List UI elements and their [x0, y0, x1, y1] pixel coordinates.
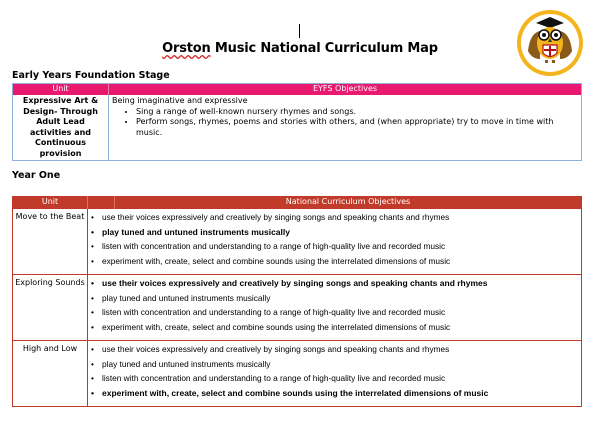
objective-item: • listen with concentration and understanding to a range of high-quality live and recorded music: [88, 239, 581, 254]
objective-item: • experiment with, create, select and combine sounds using the interrelated dimensions of music: [88, 254, 581, 269]
page-title: [0, 41, 600, 56]
unit-objectives: [88, 341, 582, 407]
eyfs-intro: Being imaginative and expressive: [112, 96, 248, 105]
year-one-unit-row: [13, 275, 582, 341]
objective-item: • play tuned and untuned instruments musically: [88, 291, 581, 306]
eyfs-col-objectives: EYFS Objectives: [109, 84, 582, 96]
objective-item: • play tuned and untuned instruments musically: [88, 225, 581, 240]
title-rest: Music National Curriculum Map: [210, 41, 438, 56]
eyfs-bullet-list: [112, 107, 578, 139]
eyfs-bullet: • Perform songs, rhymes, poems and stories with others, and (when appropriate) try to move in time with music.: [136, 117, 578, 138]
objective-item: • use their voices expressively and creatively by singing songs and speaking chants and rhymes: [88, 342, 581, 357]
year-one-table: [12, 196, 582, 407]
eyfs-objectives: [109, 95, 582, 161]
text-cursor: [299, 24, 300, 38]
objective-item: • play tuned and untuned instruments musically: [88, 357, 581, 372]
title-word-orston: Orston: [162, 41, 211, 56]
year-one-col-objectives: National Curriculum Objectives: [115, 197, 582, 209]
year-one-col-unit: Unit: [13, 197, 88, 209]
owl-crest-icon: [516, 9, 584, 77]
eyfs-unit: Expressive Art & Design- Through Adult Lead activities and Continuous provision: [13, 95, 109, 161]
objective-item: • use their voices expressively and creatively by singing songs and speaking chants and rhymes: [88, 276, 581, 291]
objective-item: • experiment with, create, select and combine sounds using the interrelated dimensions of music: [88, 386, 581, 401]
objective-item: • listen with concentration and understanding to a range of high-quality live and recorded music: [88, 371, 581, 386]
objective-item: • use their voices expressively and creatively by singing songs and speaking chants and rhymes: [88, 210, 581, 225]
year-one-col-spacer: [88, 197, 115, 209]
unit-objectives: [88, 275, 582, 341]
year-one-unit-row: [13, 209, 582, 275]
objective-item: • experiment with, create, select and combine sounds using the interrelated dimensions of music: [88, 320, 581, 335]
unit-name: Exploring Sounds: [13, 275, 88, 341]
eyfs-table: [12, 83, 582, 161]
eyfs-heading: Early Years Foundation Stage: [12, 70, 170, 81]
unit-name: High and Low: [13, 341, 88, 407]
eyfs-bullet: • Sing a range of well-known nursery rhymes and songs.: [136, 107, 578, 118]
unit-objectives: [88, 209, 582, 275]
year-one-heading: Year One: [12, 170, 61, 181]
eyfs-col-unit: Unit: [13, 84, 109, 96]
year-one-unit-row: [13, 341, 582, 407]
unit-name: Move to the Beat: [13, 209, 88, 275]
objective-item: • listen with concentration and understanding to a range of high-quality live and recorded music: [88, 305, 581, 320]
